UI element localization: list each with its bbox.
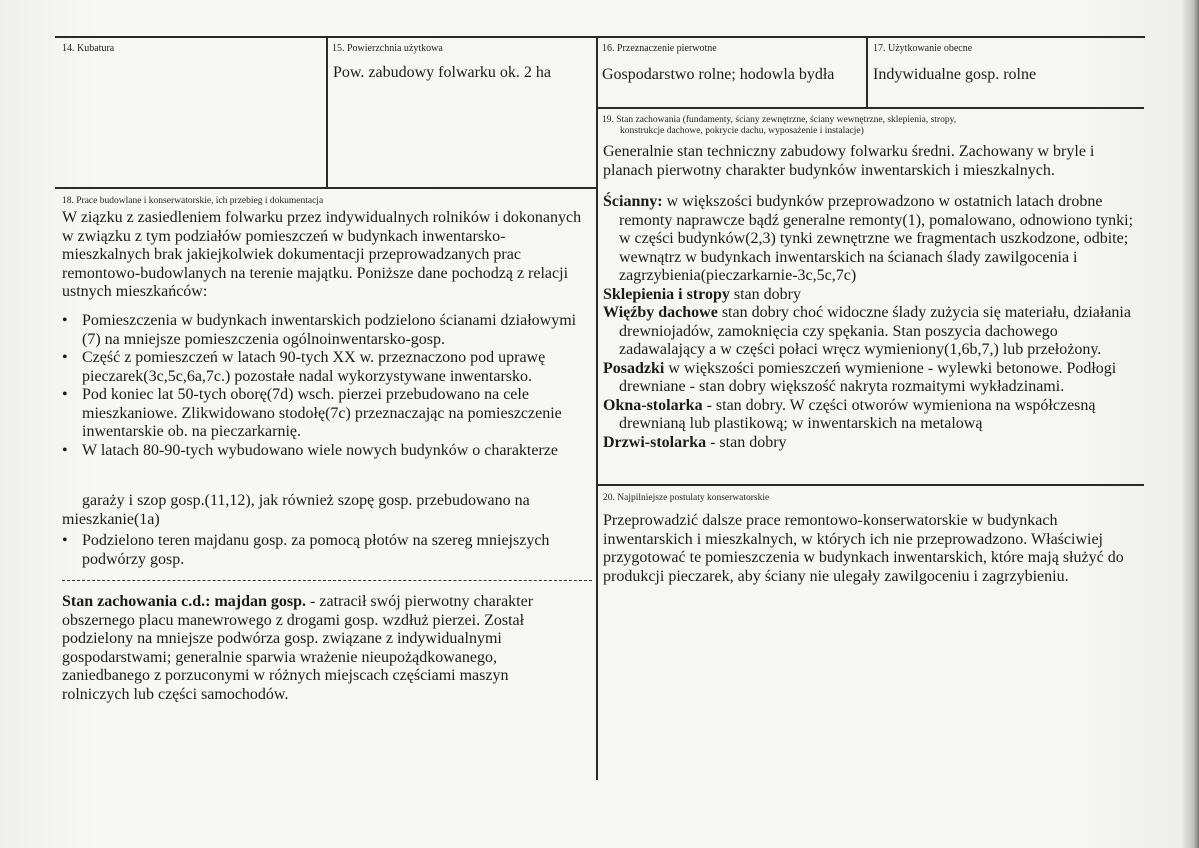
field-18-bullets [62, 312, 596, 460]
item-text: - stan dobry. W części otworów wymieniona na współczesną drewnianą lub plastikową; w inwentarskich na metalową [619, 396, 1096, 432]
divider-under-16-17 [596, 107, 1144, 109]
field-16-value: Gospodarstwo rolne; hodowla bydła [602, 66, 835, 83]
field-19-label-line1: 19. Stan zachowania (fundamenty, ściany zewnętrzne, ściany wewnętrzne, sklepienia, stropy, [602, 115, 957, 125]
divider-14-15 [326, 36, 328, 188]
item-head: Okna-stolarka [603, 396, 703, 414]
item-head: Drzwi-stolarka [603, 433, 707, 451]
item-head: Ścianny: [603, 193, 663, 210]
item-text: stan dobry choć widoczne ślady zużycia się materiału, działania drewniojadów, zamoknięcia czy spękania. Stan poszycia dachowego zadawalający a w części połaci wręcz wymieniony(1,6b,7,) lub przełożony. [619, 304, 1131, 358]
divider-19-20 [596, 484, 1144, 486]
field-15-value: Pow. zabudowy folwarku ok. 2 ha [333, 64, 552, 81]
field-18-continuation-line1: garaży i szop gosp.(11,12), jak również szopę gosp. przebudowano na [82, 492, 530, 509]
item-head: Więźby dachowe [603, 304, 718, 321]
stan-text: - zatracił swój pierwotny charakter obszernego placu manewrowego z drogami gosp. wzdłuż pierzei. Został podzielony na mniejsze podwórza gosp. związane z indywidualnymi gospodarstwami; generalnie sparwia wrażenie nieupożądkowanego, zaniedbanego z porzuconymi w różnych miejscach częściami maszyn rolniczych lub części samochodów. [62, 593, 534, 703]
item-posadzki [603, 360, 1145, 397]
item-text: w większości budynków przeprowadzono w ostatnich latach drobne remonty naprawcze bądź generalne remonty(1), pomalowano, odnowiono tynki; w części budynków(2,3) tynki zewnętrzne we fragmentach uszkodzone, odbite; wewnątrz w budynkach inwentarskich na ścianach ślady zawilgocenia i zagrzybienia(pieczarkarnie-3c,5c,7c) [619, 193, 1134, 284]
list-item: • W latach 80-90-tych wybudowano wiele nowych budynków o charakterze [62, 442, 596, 461]
field-20-label: 20. Najpilniejsze postulaty konserwatorskie [603, 493, 770, 503]
item-sklepienia [603, 286, 1145, 305]
item-text: w większości pomieszczeń wymienione - wylewki betonowe. Podłogi drewniane - stan dobry większość nakryta rozmaitymi wykładzinami. [619, 359, 1117, 395]
field-15-label: 15. Powierzchnia użytkowa [332, 43, 443, 54]
field-17-label: 17. Użytkowanie obecne [873, 43, 973, 54]
list-item: • Pomieszczenia w budynkach inwentarskich podzielono ścianami działowymi (7) na mniejsze pomieszczenia ogólnoinwentarsko-gosp. [62, 312, 596, 349]
field-19-intro: Generalnie stan techniczny zabudowy folwarku średni. Zachowany w bryle i planach pierwotny charakter budynków inwentarskich i mieszkalnych. [603, 143, 1095, 179]
field-17-value: Indywidualne gosp. rolne [873, 66, 1037, 83]
stan-head: Stan zachowania c.d.: majdan gosp. [62, 593, 307, 610]
list-item: • Pod koniec lat 50-tych oborę(7d) wsch. pierzei przebudowano na cele mieszkaniowe. Zlikwidowano stodołę(7c) przeznaczając na pomieszczenie inwentarskie ob. na pieczarkarnię. [62, 386, 596, 442]
divider-under-14-15 [55, 187, 596, 189]
item-head: Sklepienia i stropy [603, 285, 730, 303]
item-scianny [603, 193, 1145, 286]
field-20-text: Przeprowadzić dalsze prace remontowo-konserwatorskie w budynkach inwentarskich i mieszkalnych, w których ich nie przeprowadzono. Właściwiej przygotować te pomieszczenia w budynkach inwentarskich, które mają służyć do produkcji pieczarek, aby ściany nie ulegały zawilgoceniu i zagrzybieniu. [603, 512, 1124, 585]
field-19-items [603, 193, 1145, 452]
field-14-label: 14. Kubatura [62, 43, 115, 54]
field-18-bullets-last [62, 532, 596, 569]
item-text: - stan dobry [706, 433, 787, 451]
field-18-continuation-line2: mieszkanie(1a) [62, 511, 160, 528]
field-16-label: 16. Przeznaczenie pierwotne [602, 43, 717, 54]
field-19-label-line2: konstrukcje dachowe, pokrycie dachu, wyposażenie i instalacje) [620, 126, 864, 136]
top-border [55, 36, 1145, 38]
list-item: • Podzielono teren majdanu gosp. za pomocą płotów na szereg mniejszych podwórzy gosp. [62, 532, 596, 569]
item-head: Posadzki [603, 359, 665, 377]
field-18-intro: W ziązku z zasiedleniem folwarku przez indywidualnych rolników i dokonanych w związku z tym podziałów pomieszczeń w budynkach inwentarsko-mieszkalnych brak jakiejkolwiek dokumentacji przeprowadzanych prac remontowo-budowlanych na terenie majątku. Poniższe dane pochodzą z relacji ustnych mieszkańców: [62, 209, 582, 300]
item-text: stan dobry [729, 285, 801, 303]
item-wiezby [603, 304, 1145, 360]
scan-edge-shadow [1181, 0, 1199, 848]
item-drzwi [603, 434, 1145, 453]
divider-15-16 [596, 36, 598, 780]
field-18-label: 18. Prace budowlane i konserwatorskie, ich przebieg i dokumentacja [62, 196, 324, 206]
list-item: • Część z pomieszczeń w latach 90-tych XX w. przeznaczono pod uprawę pieczarek(3c,5c,6a,7c.) pozostałe nadal wykorzystywane inwentarsko. [62, 349, 596, 386]
dashed-separator [62, 580, 592, 581]
divider-16-17 [866, 36, 868, 108]
item-okna [603, 397, 1145, 434]
field-19-label [602, 115, 1142, 137]
field-18-stan-zachowania [62, 593, 562, 704]
